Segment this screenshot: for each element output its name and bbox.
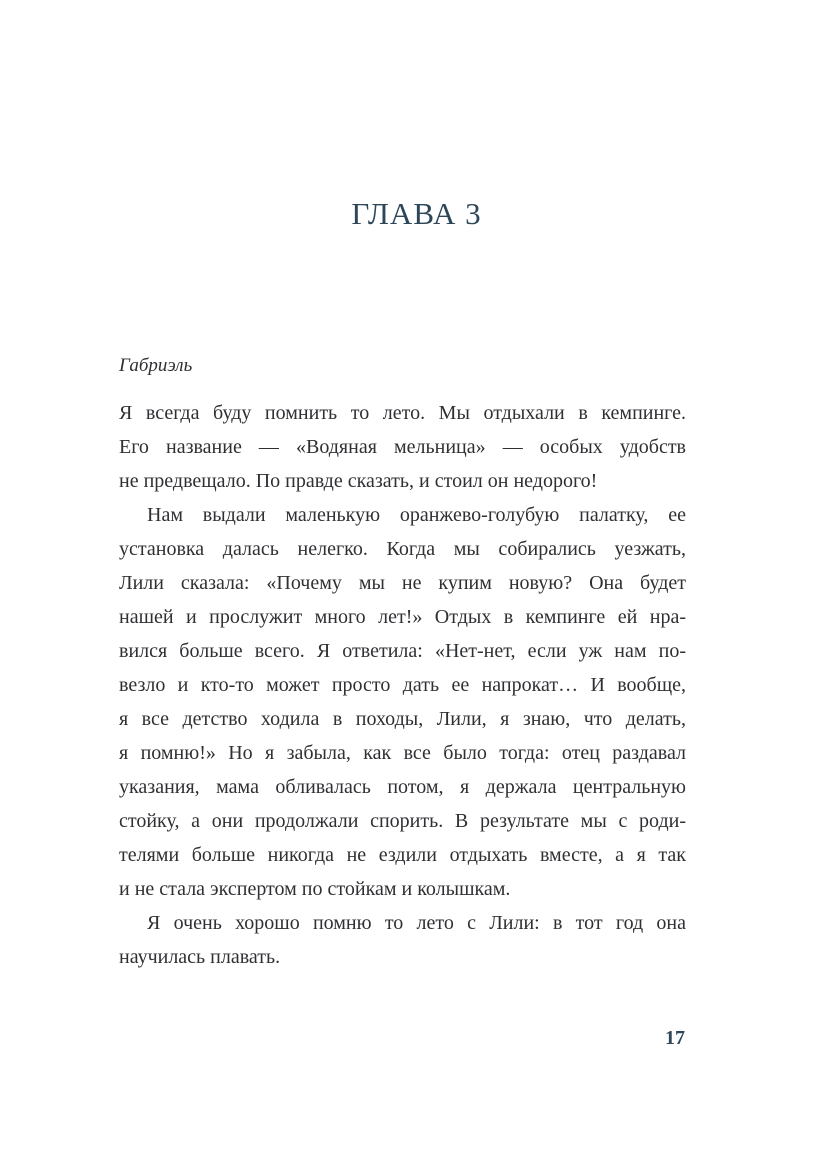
text-line: не предвещало. По правде сказать, и стоил он недорого! [119,470,598,492]
text-line: вился больше всего. Я ответила: «Нет-нет, если уж нам по- [119,640,686,662]
text-line: указания, мама обливалась потом, я держала центральную [119,776,686,798]
text-line: установка далась нелегко. Когда мы собирались уезжать, [119,538,686,560]
text-line: стойку, а они продолжали спорить. В результате мы с роди- [119,810,686,832]
narrator-name: Габриэль [119,355,193,376]
text-line: научилась плавать. [119,946,281,968]
text-line: везло и кто-то может просто дать ее напрокат… И вообще, [119,674,686,696]
text-line: я помню!» Но я забыла, как все было тогда: отец раздавал [119,742,686,764]
text-line: Его название — «Водяная мельница» — особых удобств [119,436,686,458]
chapter-title: ГЛАВА 3 [351,196,482,231]
text-line: Я очень хорошо помню то лето с Лили: в тот год она [147,912,686,934]
text-line: Лили сказала: «Почему мы не купим новую? Она будет [119,572,686,594]
text-line: я все детство ходила в походы, Лили, я знаю, что делать, [119,708,686,730]
text-line: нашей и прослужит много лет!» Отдых в кемпинге ей нра- [119,606,686,628]
text-line: Нам выдали маленькую оранжево-голубую палатку, ее [147,504,686,526]
body-text [119,396,686,974]
page-number: 17 [665,1027,685,1049]
text-line: и не стала экспертом по стойкам и колышкам. [119,878,511,900]
text-line: телями больше никогда не ездили отдыхать вместе, а я так [119,844,686,866]
text-line: Я всегда буду помнить то лето. Мы отдыхали в кемпинге. [119,402,686,424]
